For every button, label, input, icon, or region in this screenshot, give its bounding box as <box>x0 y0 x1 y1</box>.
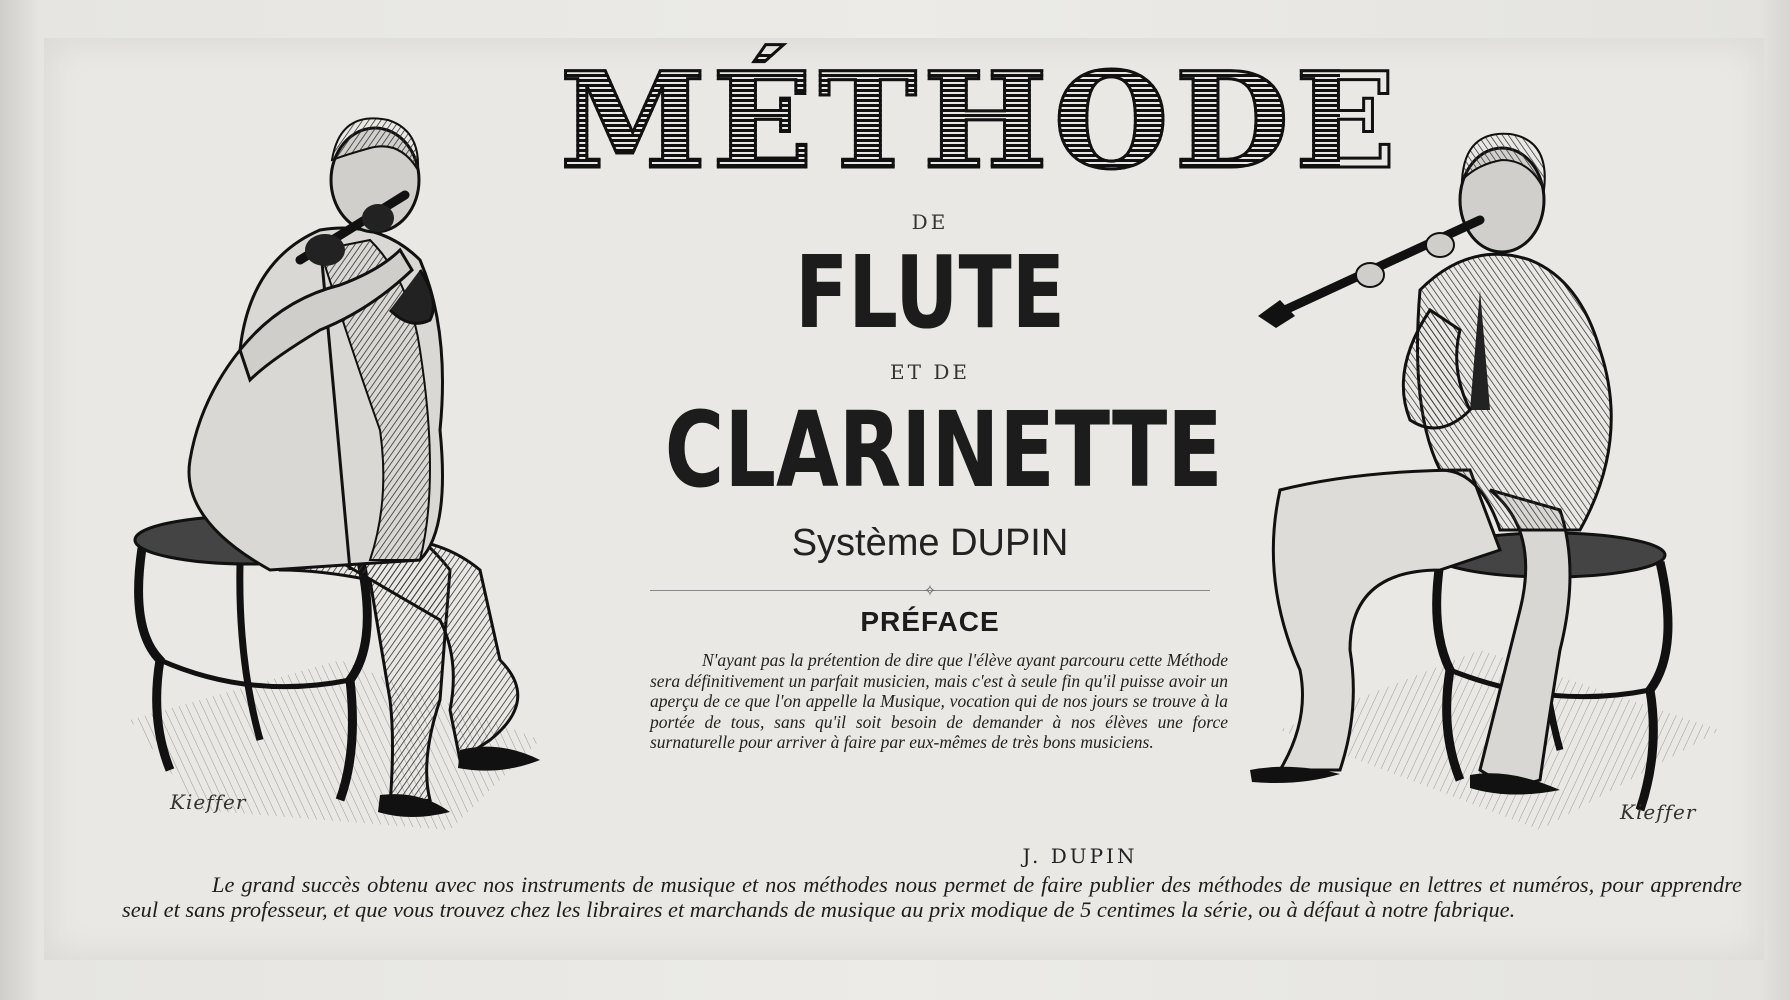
clarinet-player-illustration <box>1240 110 1740 840</box>
subtitle-et-de: ET DE <box>890 360 970 384</box>
subtitle-de: DE <box>911 210 949 234</box>
artist-signature-left: Kieffer <box>170 790 247 814</box>
artist-signature-right: Kieffer <box>1620 800 1697 824</box>
divider-ornament: ✧ <box>923 583 937 600</box>
preface-body: N'ayant pas la prétention de dire que l'élève ayant parcouru cette Méthode sera définitivement un parfait musicien, mais c'est à seule fin qu'il puisse avoir un aperçu de ce que l'on appelle la Musique, vocation qui de nos jours se trouve à la portée de tous, sans qu'il soit besoin de demander à nos élèves une force surnaturelle pour arriver à faire par eux-mêmes de très bons musiciens. <box>650 650 1228 753</box>
preface-heading: PRÉFACE <box>860 606 1000 637</box>
flute-player-illustration <box>120 100 620 840</box>
footer-advertisement: Le grand succès obtenu avec nos instruments de musique et nos méthodes nous permet de faire publier des méthodes de musique en lettres et numéros, pour apprendre seul et sans professeur, et que vous trouvez chez les libraires et marchands de musique au prix modique de 5 centimes la série, ou à défaut à notre fabrique. <box>122 872 1742 922</box>
instrument-flute: FLUTE <box>794 234 1066 351</box>
system-subtitle: Système DUPIN <box>791 522 1069 564</box>
instrument-clarinette: CLARINETTE <box>664 389 1223 511</box>
title-methode: MÉTHODE <box>560 44 1402 199</box>
preface-signature: J. DUPIN <box>1022 844 1138 868</box>
